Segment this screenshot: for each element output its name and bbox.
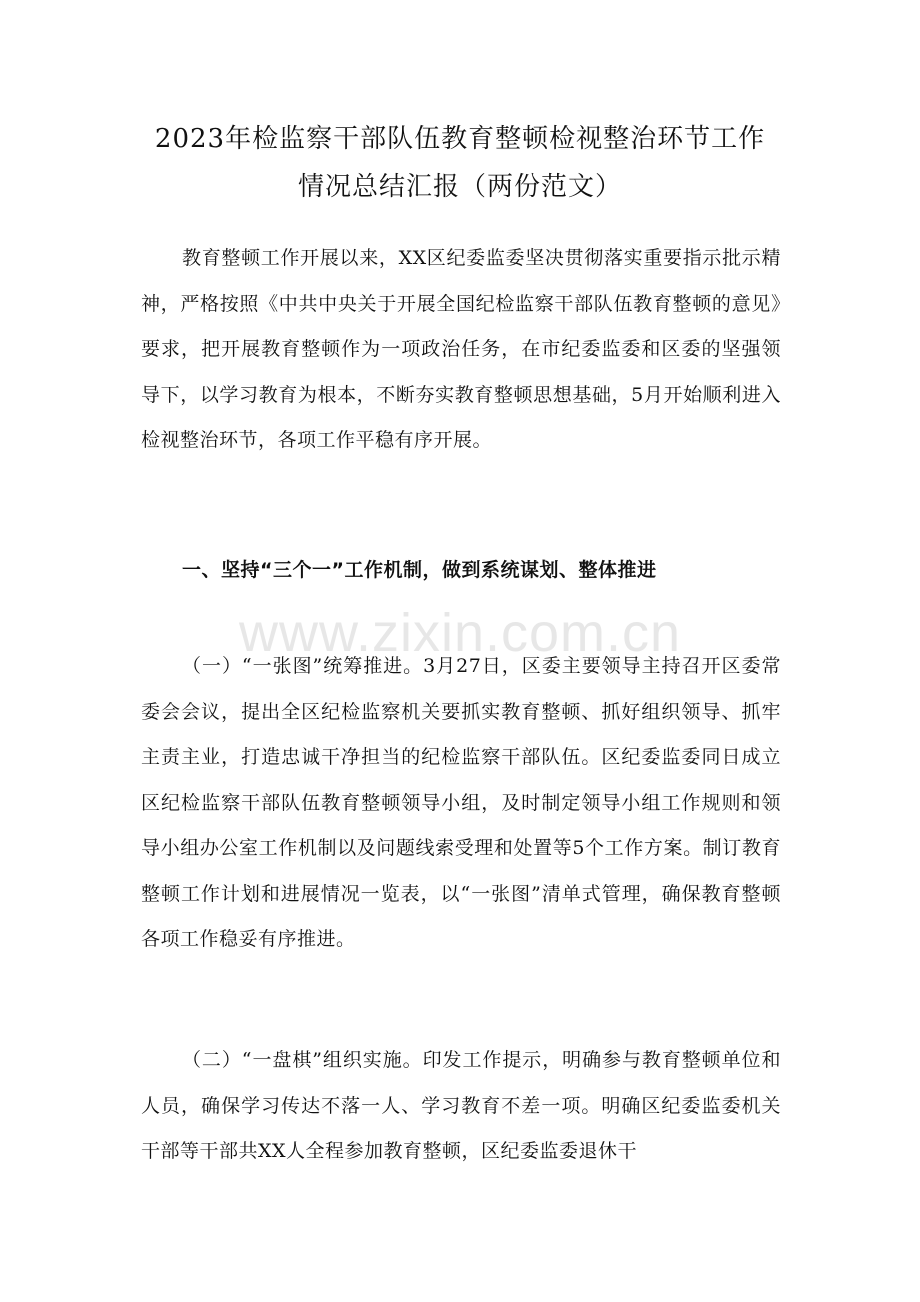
watermark: www.zixin.com.cn	[238, 603, 682, 663]
document-title-line2: 情况总结汇报（两份范文）	[297, 172, 622, 202]
paragraph-one: （一）“一张图”统筹推进。3月27日，区委主要领导主持召开区委常委会会议，提出全区纪检监察机关要抓实教育整顿、抓好组织领导、抓牢主责主业，打造忠诚干净担当的纪检监察干部队伍。区纪委监委同日成立区纪检监察干部队伍教育整顿领导小组，及时制定领导小组工作规则和领导小组办公室工作机制以及问题线索受理和处置等5个工作方案。制订教育整顿工作计划和进展情况一览表，以“一张图”清单式管理，确保教育整顿各项工作稳妥有序推进。	[141, 655, 781, 950]
section-heading-1: 一、坚持“三个一”工作机制，做到系统谋划、整体推进	[182, 559, 657, 581]
paragraph-two: （二）“一盘棋”组织实施。印发工作提示，明确参与教育整顿单位和人员，确保学习传达不落一人、学习教育不差一项。明确区纪委监委机关干部等干部共XX人全程参加教育整顿，区纪委监委退休干	[141, 1049, 781, 1162]
document-title-line1: 2023年检监察干部队伍教育整顿检视整治环节工作	[154, 124, 766, 154]
intro-paragraph: 教育整顿工作开展以来，XX区纪委监委坚决贯彻落实重要指示批示精神，严格按照《中共中央关于开展全国纪检监察干部队伍教育整顿的意见》要求，把开展教育整顿作为一项政治任务，在市纪委监委和区委的坚强领导下，以学习教育为根本，不断夯实教育整顿思想基础，5月开始顺利进入检视整治环节，各项工作平稳有序开展。	[141, 247, 781, 451]
